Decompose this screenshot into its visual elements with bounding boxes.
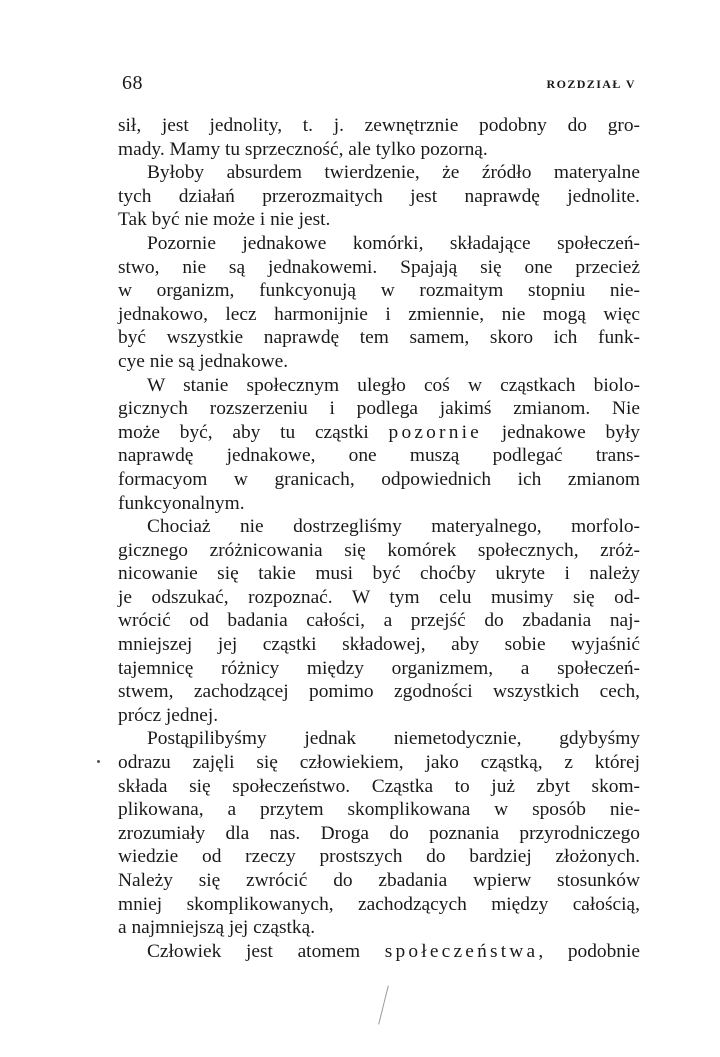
text-segment: W stanie społecznym uległo coś w cząstkach biolo- [147, 374, 640, 396]
text-line [118, 657, 640, 681]
margin-speck [97, 760, 100, 763]
text-line [118, 374, 640, 398]
text-line [118, 798, 640, 822]
emphasized-word: pozornie [388, 421, 482, 443]
text-segment: być wszystkie naprawdę tem samem, skoro ich funk- [118, 327, 640, 349]
text-line [118, 940, 640, 964]
text-segment: naprawdę jednakowe, one muszą podlegać trans- [118, 445, 640, 467]
text-line [118, 633, 640, 657]
page-number: 68 [122, 72, 143, 94]
text-line [118, 916, 640, 940]
text-segment: stwo, nie są jednakowemi. Spajają się one przecież [118, 256, 640, 278]
text-segment: może być, aby tu cząstki [118, 421, 389, 443]
text-segment: gicznych rozszerzeniu i podlega jakimś zmianom. Nie [118, 398, 640, 420]
text-segment: formacyom w granicach, odpowiednich ich zmianom [118, 468, 640, 490]
text-line [118, 208, 640, 232]
text-line [118, 869, 640, 893]
text-segment: tajemnicę różnicy między organizmem, a społeczeń- [118, 657, 640, 679]
text-segment: wrócić od badania całości, a przejść do zbadania naj- [118, 610, 640, 632]
text-line [118, 515, 640, 539]
text-segment: je odszukać, rozpoznać. W tym celu musimy się od- [118, 586, 640, 608]
text-line [118, 397, 640, 421]
text-segment: nicowanie się takie musi być choćby ukryte i należy [118, 563, 640, 585]
text-segment: Należy się zwrócić do zbadania wpierw stosunków [118, 870, 640, 891]
text-segment: mady. Mamy tu sprzeczność, ale tylko pozorną. [118, 138, 488, 160]
text-line [118, 680, 640, 704]
text-line [118, 609, 640, 633]
text-segment: prócz jednej. [118, 704, 219, 726]
text-line [118, 185, 640, 209]
text-segment: cye nie są jednakowe. [118, 350, 289, 372]
text-line [118, 256, 640, 280]
text-segment: Postąpilibyśmy jednak niemetodycznie, gdybyśmy [147, 728, 640, 750]
text-segment: sił, jest jednolity, t. j. zewnętrznie podobny do gro- [118, 115, 640, 136]
text-segment: składa się społeczeństwo. Cząstka to już zbyt skom- [118, 775, 640, 797]
text-segment: stwem, zachodzącej pomimo zgodności wszystkich cech, [118, 681, 640, 703]
text-segment: Człowiek jest atomem [147, 940, 385, 962]
text-line [118, 751, 640, 775]
text-line [118, 468, 640, 492]
text-segment: wiedzie od rzeczy prostszych do bardziej złożonych. [118, 846, 640, 868]
body-text [118, 114, 640, 963]
text-line [118, 421, 640, 445]
text-segment: Pozornie jednakowe komórki, składające społeczeń- [147, 232, 640, 254]
text-line [118, 727, 640, 751]
text-line [118, 893, 640, 917]
text-line [118, 775, 640, 799]
text-segment: a najmniejszą jej cząstką. [118, 917, 316, 939]
text-segment: , podobnie [538, 940, 640, 962]
text-segment: zrozumiały dla nas. Droga do poznania przyrodniczego [118, 822, 640, 844]
text-line [118, 279, 640, 303]
text-line [118, 326, 640, 350]
page-header [122, 72, 642, 96]
text-segment: Byłoby absurdem twierdzenie, że źródło materyalne [147, 162, 640, 184]
text-segment: mniejszej jej cząstki składowej, aby sobie wyjaśnić [118, 634, 640, 656]
text-segment: tych działań przerozmaitych jest naprawdę jednolite. [118, 185, 640, 207]
text-line [118, 562, 640, 586]
text-line [118, 845, 640, 869]
text-line [118, 350, 640, 374]
text-segment: odrazu zajęli się człowiekiem, jako cząstką, z której [118, 752, 640, 774]
text-segment: Tak być nie może i nie jest. [118, 209, 331, 231]
text-line [118, 232, 640, 256]
text-line [118, 303, 640, 327]
emphasized-word: społeczeństwa [384, 940, 539, 962]
text-line [118, 539, 640, 563]
text-segment: plikowana, a przytem skomplikowana w sposób nie- [118, 799, 640, 821]
text-line [118, 138, 640, 162]
text-line [118, 492, 640, 516]
text-segment: mniej skomplikowanych, zachodzących między całością, [118, 893, 640, 915]
text-segment: Chociaż nie dostrzegliśmy materyalnego, morfolo- [147, 516, 640, 538]
text-line [118, 114, 640, 138]
running-head: ROZDZIAŁ V [546, 77, 636, 91]
text-line [118, 161, 640, 185]
text-segment: jednakowo, lecz harmonijnie i zmiennie, nie mogą więc [118, 303, 640, 325]
text-line [118, 444, 640, 468]
stray-mark [378, 985, 389, 1024]
text-line [118, 586, 640, 610]
text-segment: funkcyonalnym. [118, 492, 245, 514]
text-segment: w organizm, funkcyonują w rozmaitym stopniu nie- [118, 280, 640, 302]
text-segment: jednakowe były [482, 421, 640, 443]
text-segment: gicznego zróżnicowania się komórek społecznych, zróż- [118, 539, 640, 561]
text-line [118, 822, 640, 846]
text-line [118, 704, 640, 728]
